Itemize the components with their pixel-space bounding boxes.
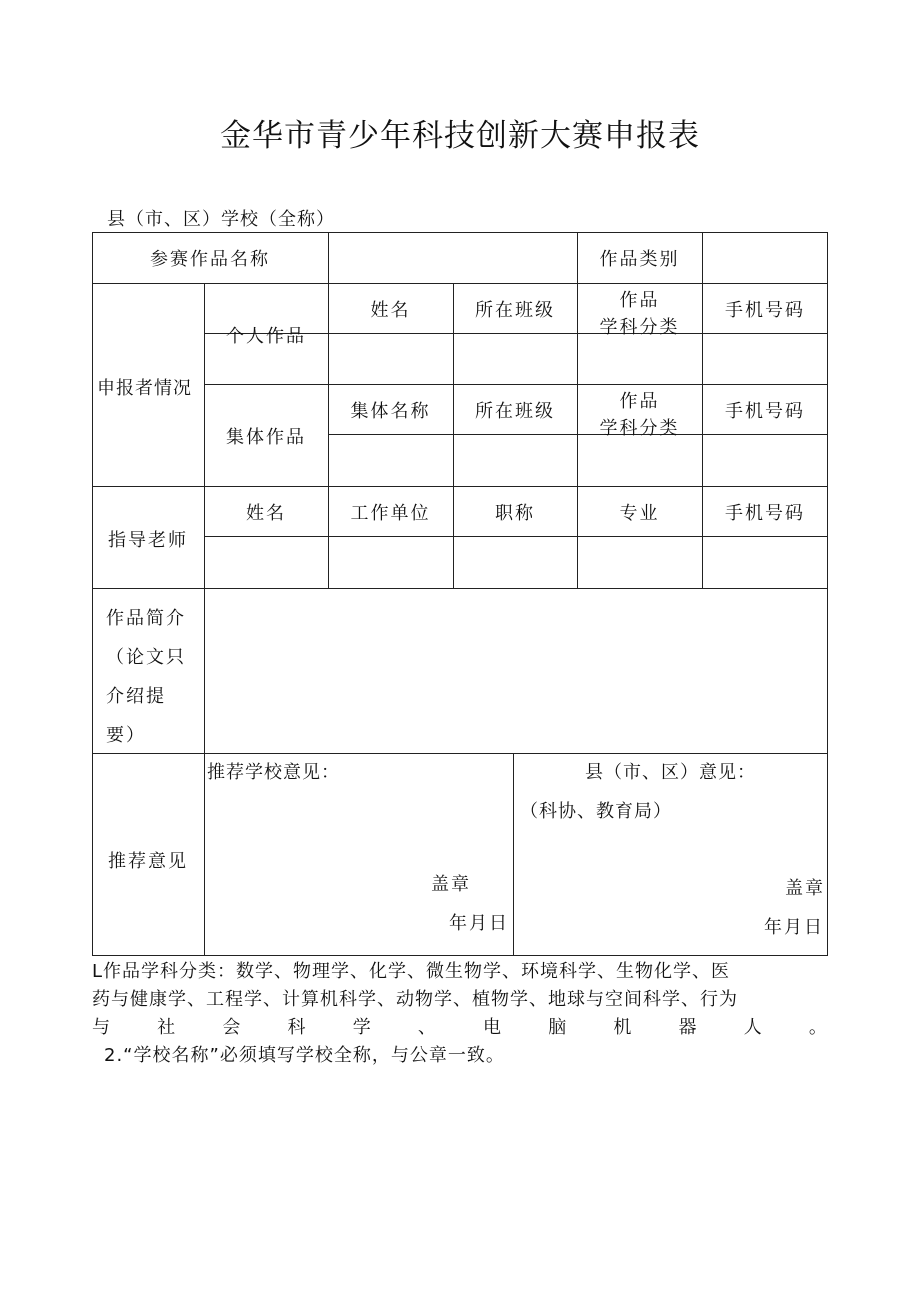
- note-line-3: [92, 1014, 828, 1042]
- group-subject-header-line1: 作品: [619, 391, 660, 412]
- group-name-input[interactable]: [329, 435, 453, 486]
- table-rule: [92, 486, 828, 487]
- note-line-2: 药与健康学、工程学、计算机科学、动物学、植物学、地球与空间科学、行为: [92, 989, 738, 1010]
- school-opinion-label: 推荐学校意见：: [207, 762, 340, 783]
- applicant-label: 申报者情况: [97, 378, 192, 399]
- school-seal-text: 盖章: [431, 874, 471, 895]
- advisor-unit-header: 工作单位: [350, 503, 431, 524]
- advisor-name-header: 姓名: [246, 503, 286, 524]
- note-line-1: L作品学科分类：数学、物理学、化学、微生物学、环境科学、生物化学、医: [92, 961, 731, 982]
- note-char: 人: [743, 1017, 763, 1038]
- table-rule: [92, 283, 828, 284]
- group-phone-header: 手机号码: [725, 401, 805, 422]
- summary-input[interactable]: [205, 589, 827, 753]
- note-char: 科: [287, 1017, 307, 1038]
- group-class-input[interactable]: [454, 435, 577, 486]
- summary-label-line3: 介绍提: [106, 686, 166, 707]
- table-rule: [204, 384, 828, 385]
- entry-name-input[interactable]: [329, 233, 577, 283]
- summary-label-line1: 作品简介: [106, 608, 186, 629]
- advisor-label: 指导老师: [108, 530, 188, 551]
- notes: [92, 958, 828, 1070]
- advisor-title-header: 职称: [495, 503, 535, 524]
- individual-class-input[interactable]: [454, 334, 577, 384]
- county-date-text: 年月日: [764, 917, 824, 938]
- group-subject-header-line2: 学科分类: [599, 418, 680, 439]
- summary-label-line2: （论文只: [106, 647, 186, 668]
- note-line-4: 2.“学校名称”必须填写学校全称，与公章一致。: [104, 1045, 505, 1066]
- individual-work-label: 个人作品: [226, 326, 306, 347]
- advisor-name-input[interactable]: [205, 537, 328, 588]
- county-opinion-input[interactable]: [514, 827, 774, 907]
- group-work-label: 集体作品: [226, 427, 306, 448]
- name-header: 姓名: [370, 300, 411, 321]
- table-rule: [92, 753, 828, 754]
- phone-header: 手机号码: [725, 300, 805, 321]
- school-line: 县（市、区）学校（全称）: [107, 209, 335, 230]
- category-input[interactable]: [703, 233, 827, 283]
- class-header: 所在班级: [475, 300, 555, 321]
- summary-label-line4: 要）: [106, 725, 146, 746]
- subject-header-line2: 学科分类: [599, 317, 680, 338]
- category-label: 作品类别: [599, 249, 680, 270]
- county-seal-text: 盖章: [785, 878, 825, 899]
- table-border-right: [827, 232, 828, 956]
- group-phone-input[interactable]: [703, 435, 827, 486]
- note-char: 。: [808, 1017, 828, 1038]
- note-char: 与: [92, 1017, 111, 1038]
- individual-name-input[interactable]: [329, 334, 453, 384]
- advisor-major-input[interactable]: [578, 537, 702, 588]
- table-border-bottom: [92, 955, 828, 956]
- note-char: 、: [417, 1017, 437, 1038]
- individual-phone-input[interactable]: [703, 334, 827, 384]
- school-date-text: 年月日: [449, 913, 509, 934]
- advisor-phone-header: 手机号码: [725, 503, 805, 524]
- advisor-unit-input[interactable]: [329, 537, 453, 588]
- application-form-table: [92, 232, 828, 956]
- note-char: 脑: [548, 1017, 568, 1038]
- group-name-header: 集体名称: [350, 401, 431, 422]
- advisor-title-input[interactable]: [454, 537, 577, 588]
- note-char: 学: [352, 1017, 372, 1038]
- advisor-major-header: 专业: [619, 503, 660, 524]
- recommend-label: 推荐意见: [108, 851, 188, 872]
- note-char: 电: [483, 1017, 503, 1038]
- note-char: 机: [613, 1017, 633, 1038]
- note-char: 器: [678, 1017, 698, 1038]
- school-opinion-input[interactable]: [205, 787, 513, 862]
- page-title: 金华市青少年科技创新大赛申报表: [220, 118, 700, 154]
- county-opinion-label: 县（市、区）意见：: [585, 762, 756, 783]
- advisor-phone-input[interactable]: [703, 537, 827, 588]
- individual-subject-input[interactable]: [578, 334, 702, 384]
- note-char: 会: [222, 1017, 242, 1038]
- note-char: 社: [157, 1017, 177, 1038]
- group-class-header: 所在班级: [475, 401, 555, 422]
- subject-header-line1: 作品: [619, 290, 660, 311]
- group-subject-input[interactable]: [578, 435, 702, 486]
- entry-name-label: 参赛作品名称: [150, 249, 270, 270]
- county-org-text: （科协、教育局）: [520, 801, 672, 822]
